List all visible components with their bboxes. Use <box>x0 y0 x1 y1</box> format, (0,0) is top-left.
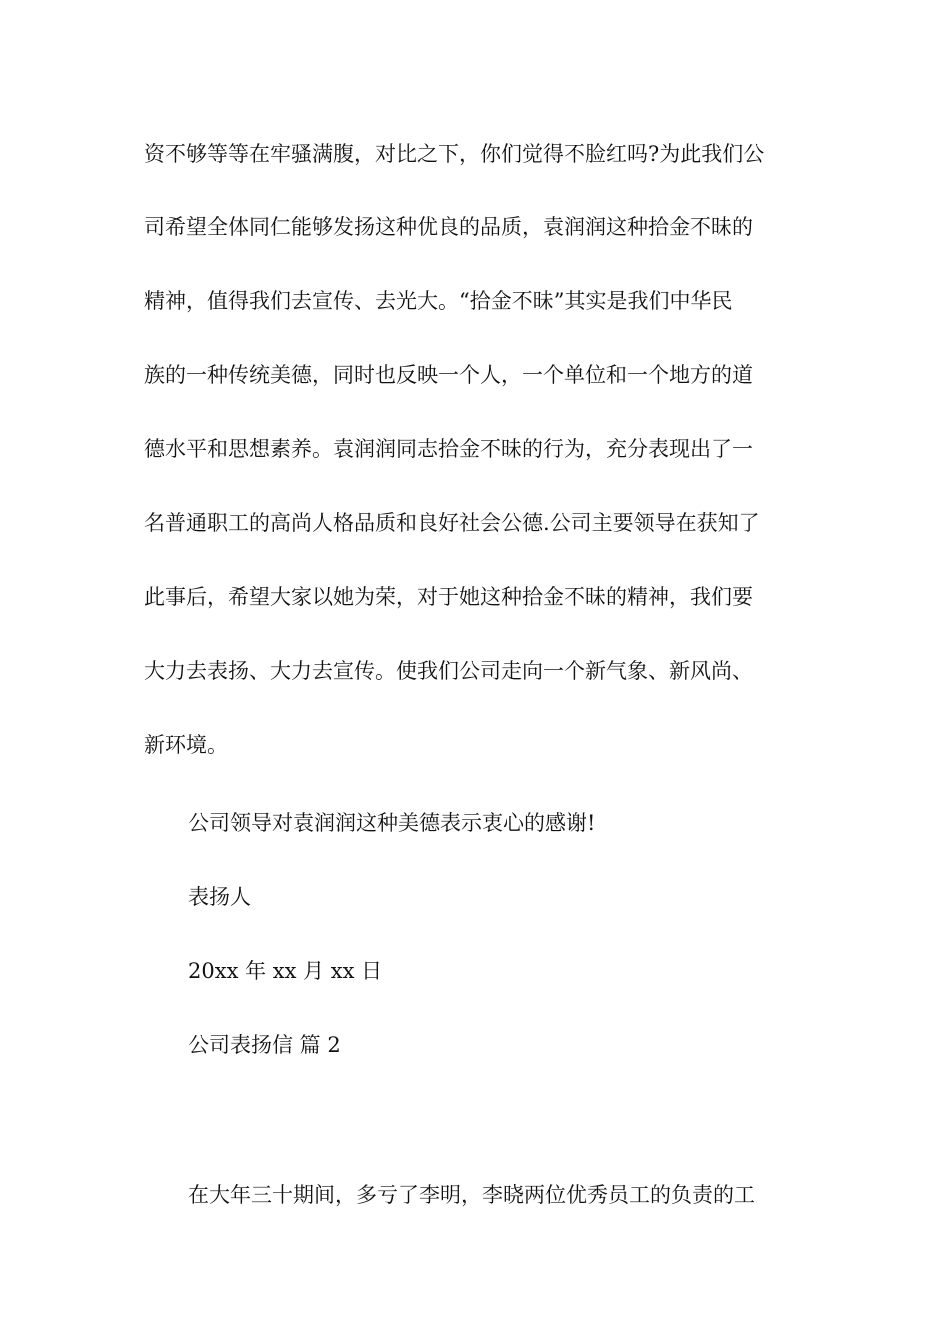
section-title: 公司表扬信 篇 2 <box>188 1033 341 1057</box>
signature-label: 表扬人 <box>188 885 251 909</box>
date-line: 20xx 年 xx 月 xx 日 <box>188 959 383 983</box>
body-line-3: 精神，值得我们去宣传、去光大。“拾金不昧”其实是我们中华民 <box>144 289 733 313</box>
body-line-2: 司希望全体同仁能够发扬这种优良的品质，袁润润这种拾金不昧的 <box>144 215 753 239</box>
body-line-5: 德水平和思想素养。袁润润同志拾金不昧的行为，充分表现出了一 <box>144 437 753 461</box>
body-line-6: 名普通职工的高尚人格品质和良好社会公德.公司主要领导在获知了 <box>144 511 760 535</box>
next-paragraph-line: 在大年三十期间，多亏了李明，李晓两位优秀员工的负责的工 <box>188 1183 755 1207</box>
body-line-7: 此事后，希望大家以她为荣，对于她这种拾金不昧的精神，我们要 <box>144 585 753 609</box>
thanks-line: 公司领导对袁润润这种美德表示衷心的感谢! <box>188 811 596 835</box>
body-line-9: 新环境。 <box>144 733 228 757</box>
body-line-1: 资不够等等在牢骚满腹，对比之下，你们觉得不脸红吗?为此我们公 <box>144 142 765 166</box>
body-line-8: 大力去表扬、大力去宣传。使我们公司走向一个新气象、新风尚、 <box>144 659 753 683</box>
body-line-4: 族的一种传统美德，同时也反映一个人，一个单位和一个地方的道 <box>144 363 753 387</box>
